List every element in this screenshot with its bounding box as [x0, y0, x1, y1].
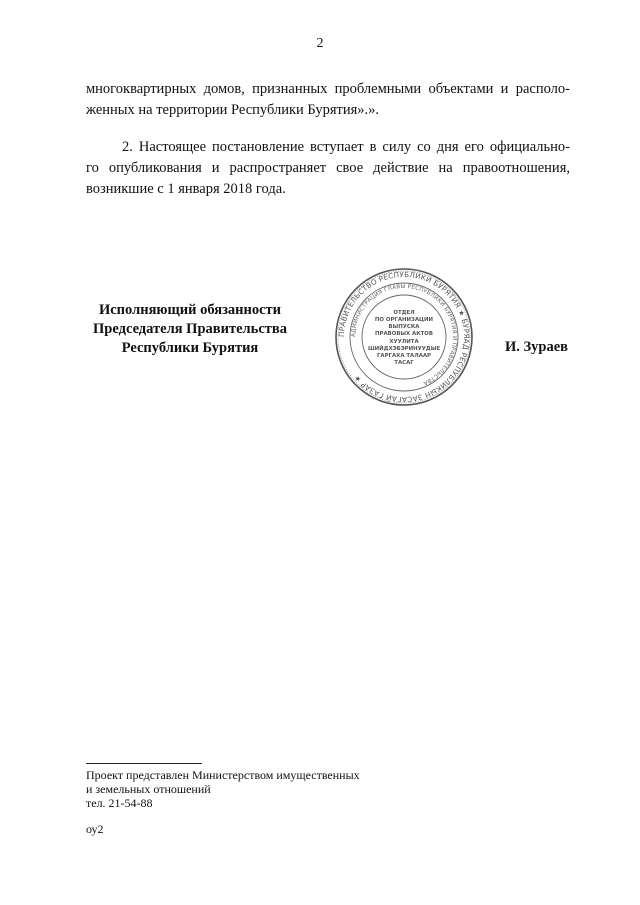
text-line: женных на территории Республики Бурятия».».: [86, 102, 380, 118]
signatory-title-line: Председателя Правительства: [93, 321, 287, 337]
text-line: го опубликования и распространяет свое действие на правоотношения,: [86, 160, 570, 176]
stamp-center-line: ТАСАГ: [394, 360, 414, 366]
stamp-center-line: ХУУЛИТА: [389, 339, 419, 345]
stamp-center-line: ГАРГАХА ТАЛААР: [377, 353, 431, 359]
signatory-title: [70, 301, 310, 358]
stamp-center-line: ВЫПУСКА: [388, 324, 420, 330]
text-line: 2. Настоящее постановление вступает в силу со дня его официально-: [122, 139, 570, 155]
stamp-center-line: ШИЙДХЭБЭРИНУУДЫЕ: [367, 346, 441, 352]
stamp-inner-text: АДМИНИСТРАЦИЯ ГЛАВЫ РЕСПУБЛИКИ БУРЯТИЯ И ПРАВИТЕЛЬСТВА: [350, 283, 458, 386]
footnote-line: Проект представлен Министерством имущественных: [86, 768, 360, 782]
stamp-outer-text: ПРАВИТЕЛЬСТВО РЕСПУБЛИКИ БУРЯТИЯ ★ БУРЯАД РЕСПУБЛИКЫН ЗАСАГАЙ ГАЗАР ★: [336, 269, 472, 405]
footnote: [86, 768, 360, 810]
page-number: 2: [316, 36, 324, 51]
signatory-title-line: Республики Бурятия: [121, 340, 259, 356]
footnote-line: тел. 21-54-88: [86, 796, 153, 810]
official-seal-stamp: [334, 267, 474, 407]
text-line: многоквартирных домов, признанных проблемными объектами и располо-: [86, 81, 570, 97]
stamp-center-line: ПО ОРГАНИЗАЦИИ: [374, 317, 434, 323]
paragraph-continuation: [86, 79, 570, 121]
footnote-line: и земельных отношений: [86, 782, 211, 796]
signer-name: И. Зураев: [505, 339, 569, 355]
text-line: возникшие с 1 января 2018 года.: [86, 181, 286, 197]
stamp-center-line: ПРАВОВЫХ АКТОВ: [375, 331, 433, 337]
document-code: оу2: [86, 822, 104, 836]
signatory-title-line: Исполняющий обязанности: [98, 302, 282, 318]
paragraph-effective-date: [86, 137, 570, 200]
footnote-divider: [86, 763, 202, 764]
stamp-center-line: ОТДЕЛ: [393, 310, 415, 316]
